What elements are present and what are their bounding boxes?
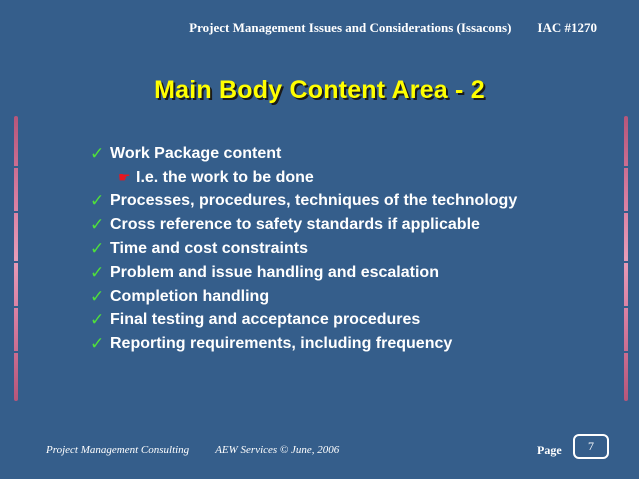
bullet-item (90, 142, 517, 166)
bullet-text: Cross reference to safety standards if applicable (110, 216, 480, 234)
left-decorative-rail (14, 116, 18, 401)
bullet-text: Processes, procedures, techniques of the technology (110, 192, 518, 210)
bullet-item (90, 190, 517, 214)
bullet-item (90, 237, 517, 261)
bullet-item (90, 261, 517, 285)
right-decorative-rail (624, 116, 628, 401)
pointing-hand-icon: ☛ (118, 169, 131, 186)
bullet-text: Final testing and acceptance procedures (110, 311, 421, 329)
page-number-box (573, 434, 609, 459)
bullet-item (90, 309, 517, 333)
page-label: Page (537, 443, 562, 457)
check-icon: ✓ (90, 262, 105, 282)
slide-footer (46, 444, 339, 456)
slide-header (189, 20, 597, 36)
sub-bullet-item (90, 166, 517, 190)
check-icon: ✓ (90, 191, 105, 211)
bullet-item (90, 285, 517, 309)
bullet-text: Reporting requirements, including frequency (110, 335, 453, 353)
footer-copyright: AEW Services © June, 2006 (215, 444, 340, 456)
bullet-text: Time and cost constraints (110, 240, 308, 258)
bullet-item (90, 213, 517, 237)
bullet-text: Problem and issue handling and escalation (110, 263, 439, 281)
check-icon: ✓ (90, 286, 105, 306)
slide-title: Main Body Content Area - 2 (154, 76, 485, 104)
bullet-item (90, 332, 517, 356)
bullet-text: I.e. the work to be done (136, 168, 314, 186)
bullet-list (90, 142, 517, 356)
course-title: Project Management Issues and Considerations (Issacons) (189, 20, 512, 35)
check-icon: ✓ (90, 334, 105, 354)
check-icon: ✓ (90, 239, 105, 259)
page-number: 7 (588, 439, 594, 453)
check-icon: ✓ (90, 143, 105, 163)
check-icon: ✓ (90, 310, 105, 330)
footer-company: Project Management Consulting (46, 444, 190, 456)
course-id: IAC #1270 (537, 20, 597, 35)
bullet-text: Work Package content (110, 144, 282, 162)
bullet-text: Completion handling (110, 287, 270, 305)
check-icon: ✓ (90, 215, 105, 235)
